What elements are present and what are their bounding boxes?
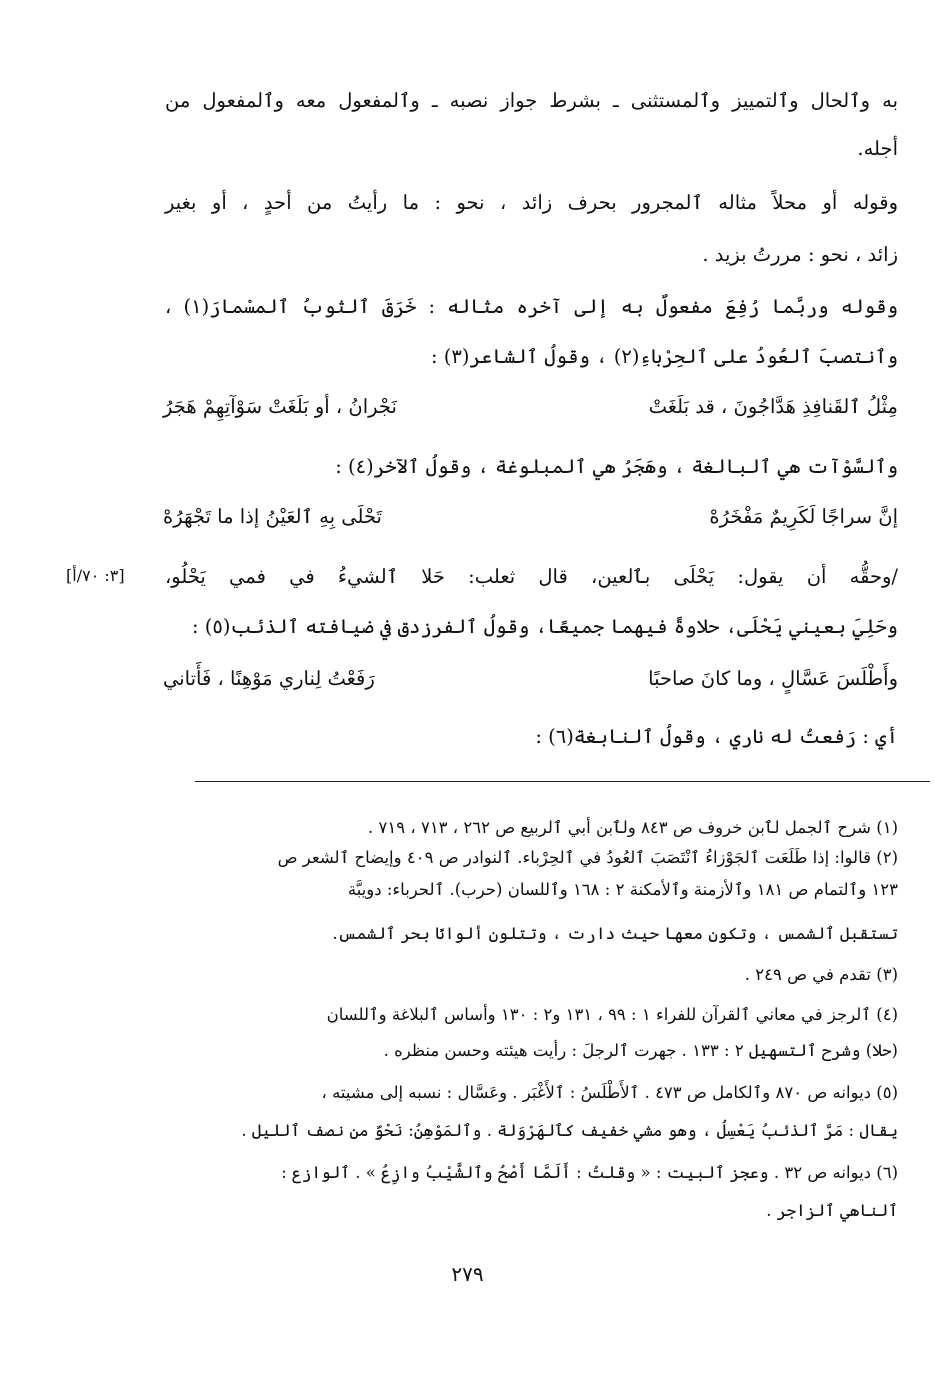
footnote-6-line-1: (٦) ديوانه ص ٣٢ . وعجز ٱلبيت : « وقلتُ : أَلَمَّا أَصْحُ وٱلشَّيْبُ وازِعُ » . ٱلوازع : (281, 1163, 898, 1182)
verse-3 (163, 662, 898, 696)
footnote-5-line-2: يقال : مَرَّ ٱلذئبُ يَعْسِلُ ، وهو مشي خفيف كٱلهَرْوَلة . وٱلمَوْهِنُ: نَحْوٌ من نصف ٱلليل . (241, 1121, 898, 1140)
footnote-4-line-2: (حلا) وشرح ٱلتسهيل ٢ : ١٣٣ . جهرت ٱلرجلَ : رأيت هيئته وحسن منظره . (383, 1041, 898, 1060)
verse-1-first-hemistich: مِثْلُ ٱلقَنافِذِ هَدَّاجُونَ ، قد بَلَغَتْ (648, 395, 898, 418)
verse-2-first-hemistich: إنَّ سراجًا لَكَرِيمٌ مَفْخَرُهْ (709, 505, 898, 528)
footnote-divider (195, 781, 930, 782)
marginal-manuscript-reference: [٣: ٧٠/أ] (66, 566, 125, 585)
body-line-3: وقوله أو محلاً مثاله ٱلمجرور بحرف زائد ، نحو : ما رأيتُ من أحدٍ ، أو بغير (165, 191, 898, 214)
verse-3-first-hemistich: وأَطْلَسَ عَسَّالٍ ، وما كانَ صاحبًا (648, 667, 898, 690)
body-line-9: وحَلِيَ بعيني يَحْلَى، حلاوةً فيهما جميعًا، وقولُ ٱلفرزدق في ضيافته ٱلذئب(٥) : (191, 615, 898, 638)
footnote-4-line-1: (٤) ٱلرجز في معاني ٱلقرآن للفراء ١ : ٩٩ ، ١٣١ و٢ : ١٣٠ وأساس ٱلبلاغة وٱللسان (326, 1005, 898, 1024)
verse-2-second-hemistich: تَحْلَى بِهِ ٱلعَيْنُ إذا ما تَجْهَرُهْ (163, 505, 382, 528)
footnote-1: (١) شرح ٱلجمل لٱبن خروف ص ٨٤٣ ولٱبن أبي ٱلربيع ص ٢٦٢ ، ٧١٣ ، ٧١٩ . (368, 818, 898, 837)
body-line-7: وٱلسَّوْآت هي ٱلبالغة ، وهَجَرُ هي ٱلمبلوغة ، وقولُ ٱلآخر(٤) : (335, 455, 898, 478)
body-line-8: /وحقُّه أن يقول: يَحْلَى بٱلعين، قال ثعلب: حَلا ٱلشيءُ في فمي يَحْلُو، (165, 565, 898, 588)
footnote-2-line-2: ١٢٣ وٱلتمام ص ١٨١ وٱلأزمنة وٱلأمكنة ٢ : ١٦٨ وٱللسان (حرب). ٱلحرباء: دويبَّة (347, 880, 898, 899)
body-line-2: أجله. (857, 137, 898, 160)
footnote-3: (٣) تقدم في ص ٢٤٩ . (744, 965, 898, 984)
page-number: ٢٧٩ (451, 1262, 484, 1286)
verse-3-second-hemistich: رَفَعْتُ لِناري مَوْهِنًا ، فَأَتاني (163, 667, 375, 690)
body-line-1: به وٱلحال وٱلتمييز وٱلمستثنى ـ بشرط جواز نصبه ـ وٱلمفعول معه وٱلمفعول من (165, 89, 898, 112)
verse-1 (163, 390, 898, 424)
footnote-6-line-2: ٱلناهي ٱلزاجر . (766, 1201, 898, 1220)
verse-2 (163, 500, 898, 534)
body-line-5: وقوله وربَّما رُفِعَ مفعولٌ به إلى آخره مثاله : خَرَقَ ٱلثوبُ ٱلمسْمارَ(١) ، (165, 295, 898, 318)
body-line-6: وٱنتصبَ ٱلعُودُ على ٱلحِرْباءِ(٢) ، وقولُ ٱلشاعر(٣) : (430, 345, 898, 368)
footnote-2-line-3: تستقبل ٱلشمس ، وتكون معها حيث دارت ، وتتلون ألوانًا بحر ٱلشمس. (332, 924, 898, 943)
footnote-2-line-1: (٢) قالوا: إذا طَلَعَت ٱلجَوْزاءُ ٱنْتَصَبَ ٱلعُودُ في ٱلحِرْباء. ٱلنوادر ص ٤٠٩ وإيضاح ٱلشعر ص (277, 848, 898, 867)
verse-1-second-hemistich: نَجْرانُ ، أو بَلَغَتْ سَوْآتِهِمْ هَجَرُ (163, 395, 397, 418)
body-line-4: زائد ، نحو : مررتُ بزيد . (702, 243, 898, 266)
body-line-10: أي : رَفعتُ له ناري ، وقولُ ٱلنابغة(٦) : (535, 725, 898, 748)
footnote-5-line-1: (٥) ديوانه ص ٨٧٠ وٱلكامل ص ٤٧٣ . ٱلأَطْلَسُ : ٱلأَغْبَر . وعَسَّال : نسبه إلى مشيته ، (321, 1083, 898, 1102)
